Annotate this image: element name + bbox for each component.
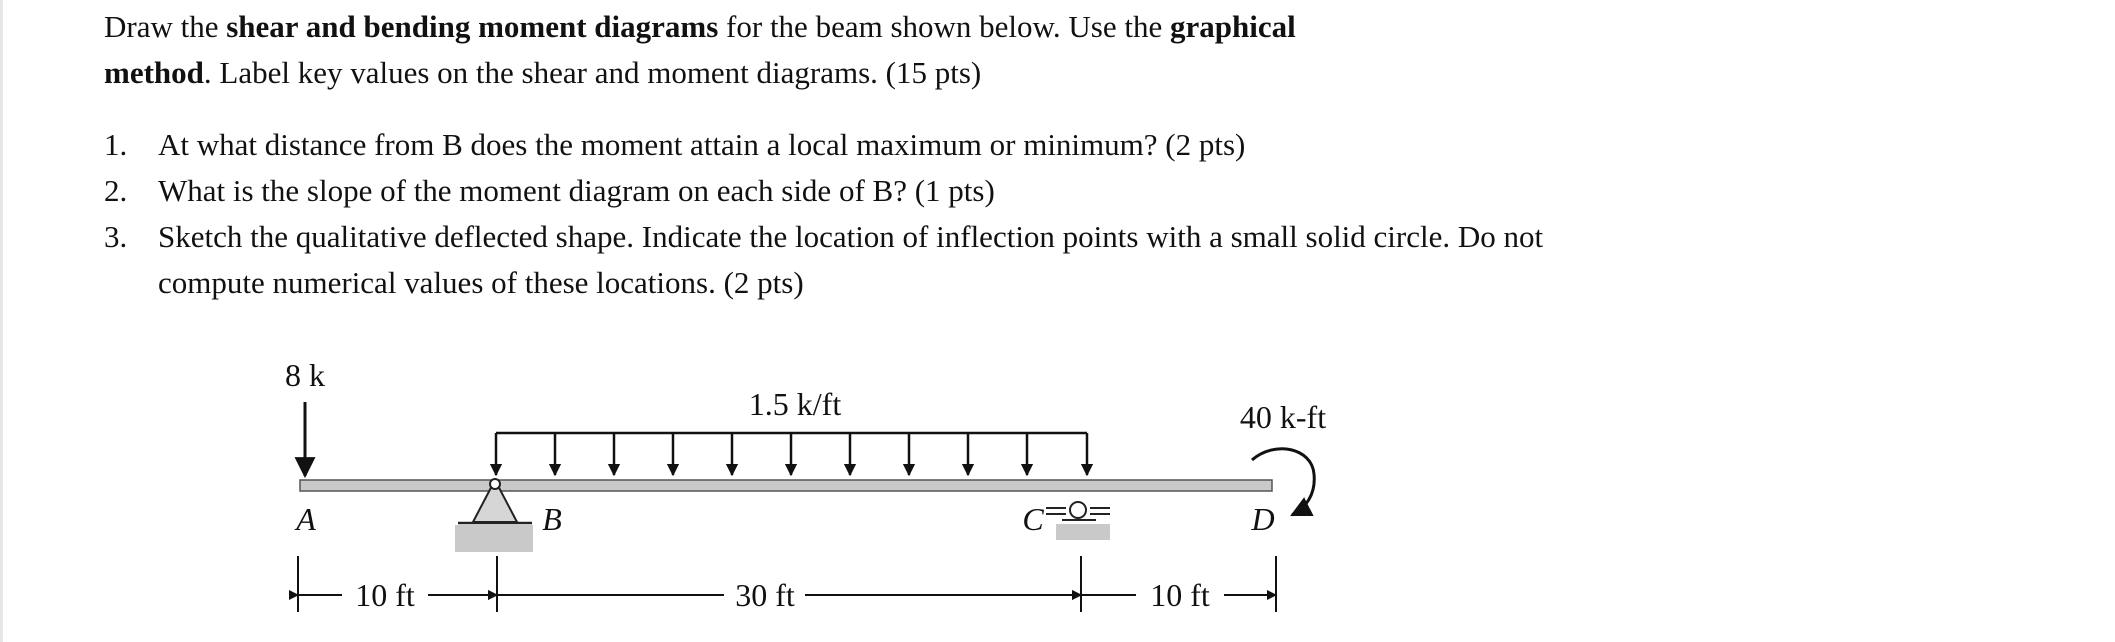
intro-text-3: . Label key values on the shear and moment diagrams. (15 pts) bbox=[203, 55, 982, 90]
bold-shear-bending: shear and bending moment diagrams bbox=[226, 9, 719, 44]
point-c-label: C bbox=[1022, 501, 1044, 537]
question-text: Sketch the qualitative deflected shape. Indicate the location of inflection points with a small solid circle. Do not compute numerical values of these locations. (2 pts) bbox=[158, 219, 1544, 300]
question-text: What is the slope of the moment diagram on each side of B? (1 pts) bbox=[158, 173, 995, 208]
dimension-cd-label: 10 ft bbox=[1150, 577, 1210, 613]
question-number: 1. bbox=[104, 127, 128, 162]
question-text: At what distance from B does the moment attain a local maximum or minimum? (2 pts) bbox=[158, 127, 1246, 162]
roller-support-c bbox=[1046, 502, 1110, 540]
intro-text-2: for the beam shown below. Use the bbox=[726, 9, 1163, 44]
distributed-load-label: 1.5 k/ft bbox=[748, 386, 842, 422]
bold-method: method bbox=[104, 55, 204, 90]
dimension-bc-label: 30 ft bbox=[735, 577, 795, 613]
dimension-ab-label: 10 ft bbox=[355, 577, 415, 613]
point-a-label: A bbox=[296, 501, 316, 537]
question-number: 3. bbox=[104, 219, 128, 254]
point-d-label: D bbox=[1251, 501, 1275, 537]
bold-graphical: graphical bbox=[1169, 9, 1296, 44]
point-b-label: B bbox=[542, 501, 562, 537]
intro-text-1: Draw the bbox=[104, 9, 219, 44]
question-number: 2. bbox=[104, 173, 128, 208]
distributed-load-arrows bbox=[496, 433, 1087, 475]
beam bbox=[300, 480, 1272, 491]
point-load-label: 8 k bbox=[285, 357, 325, 393]
moment-label: 40 k-ft bbox=[1239, 399, 1327, 435]
